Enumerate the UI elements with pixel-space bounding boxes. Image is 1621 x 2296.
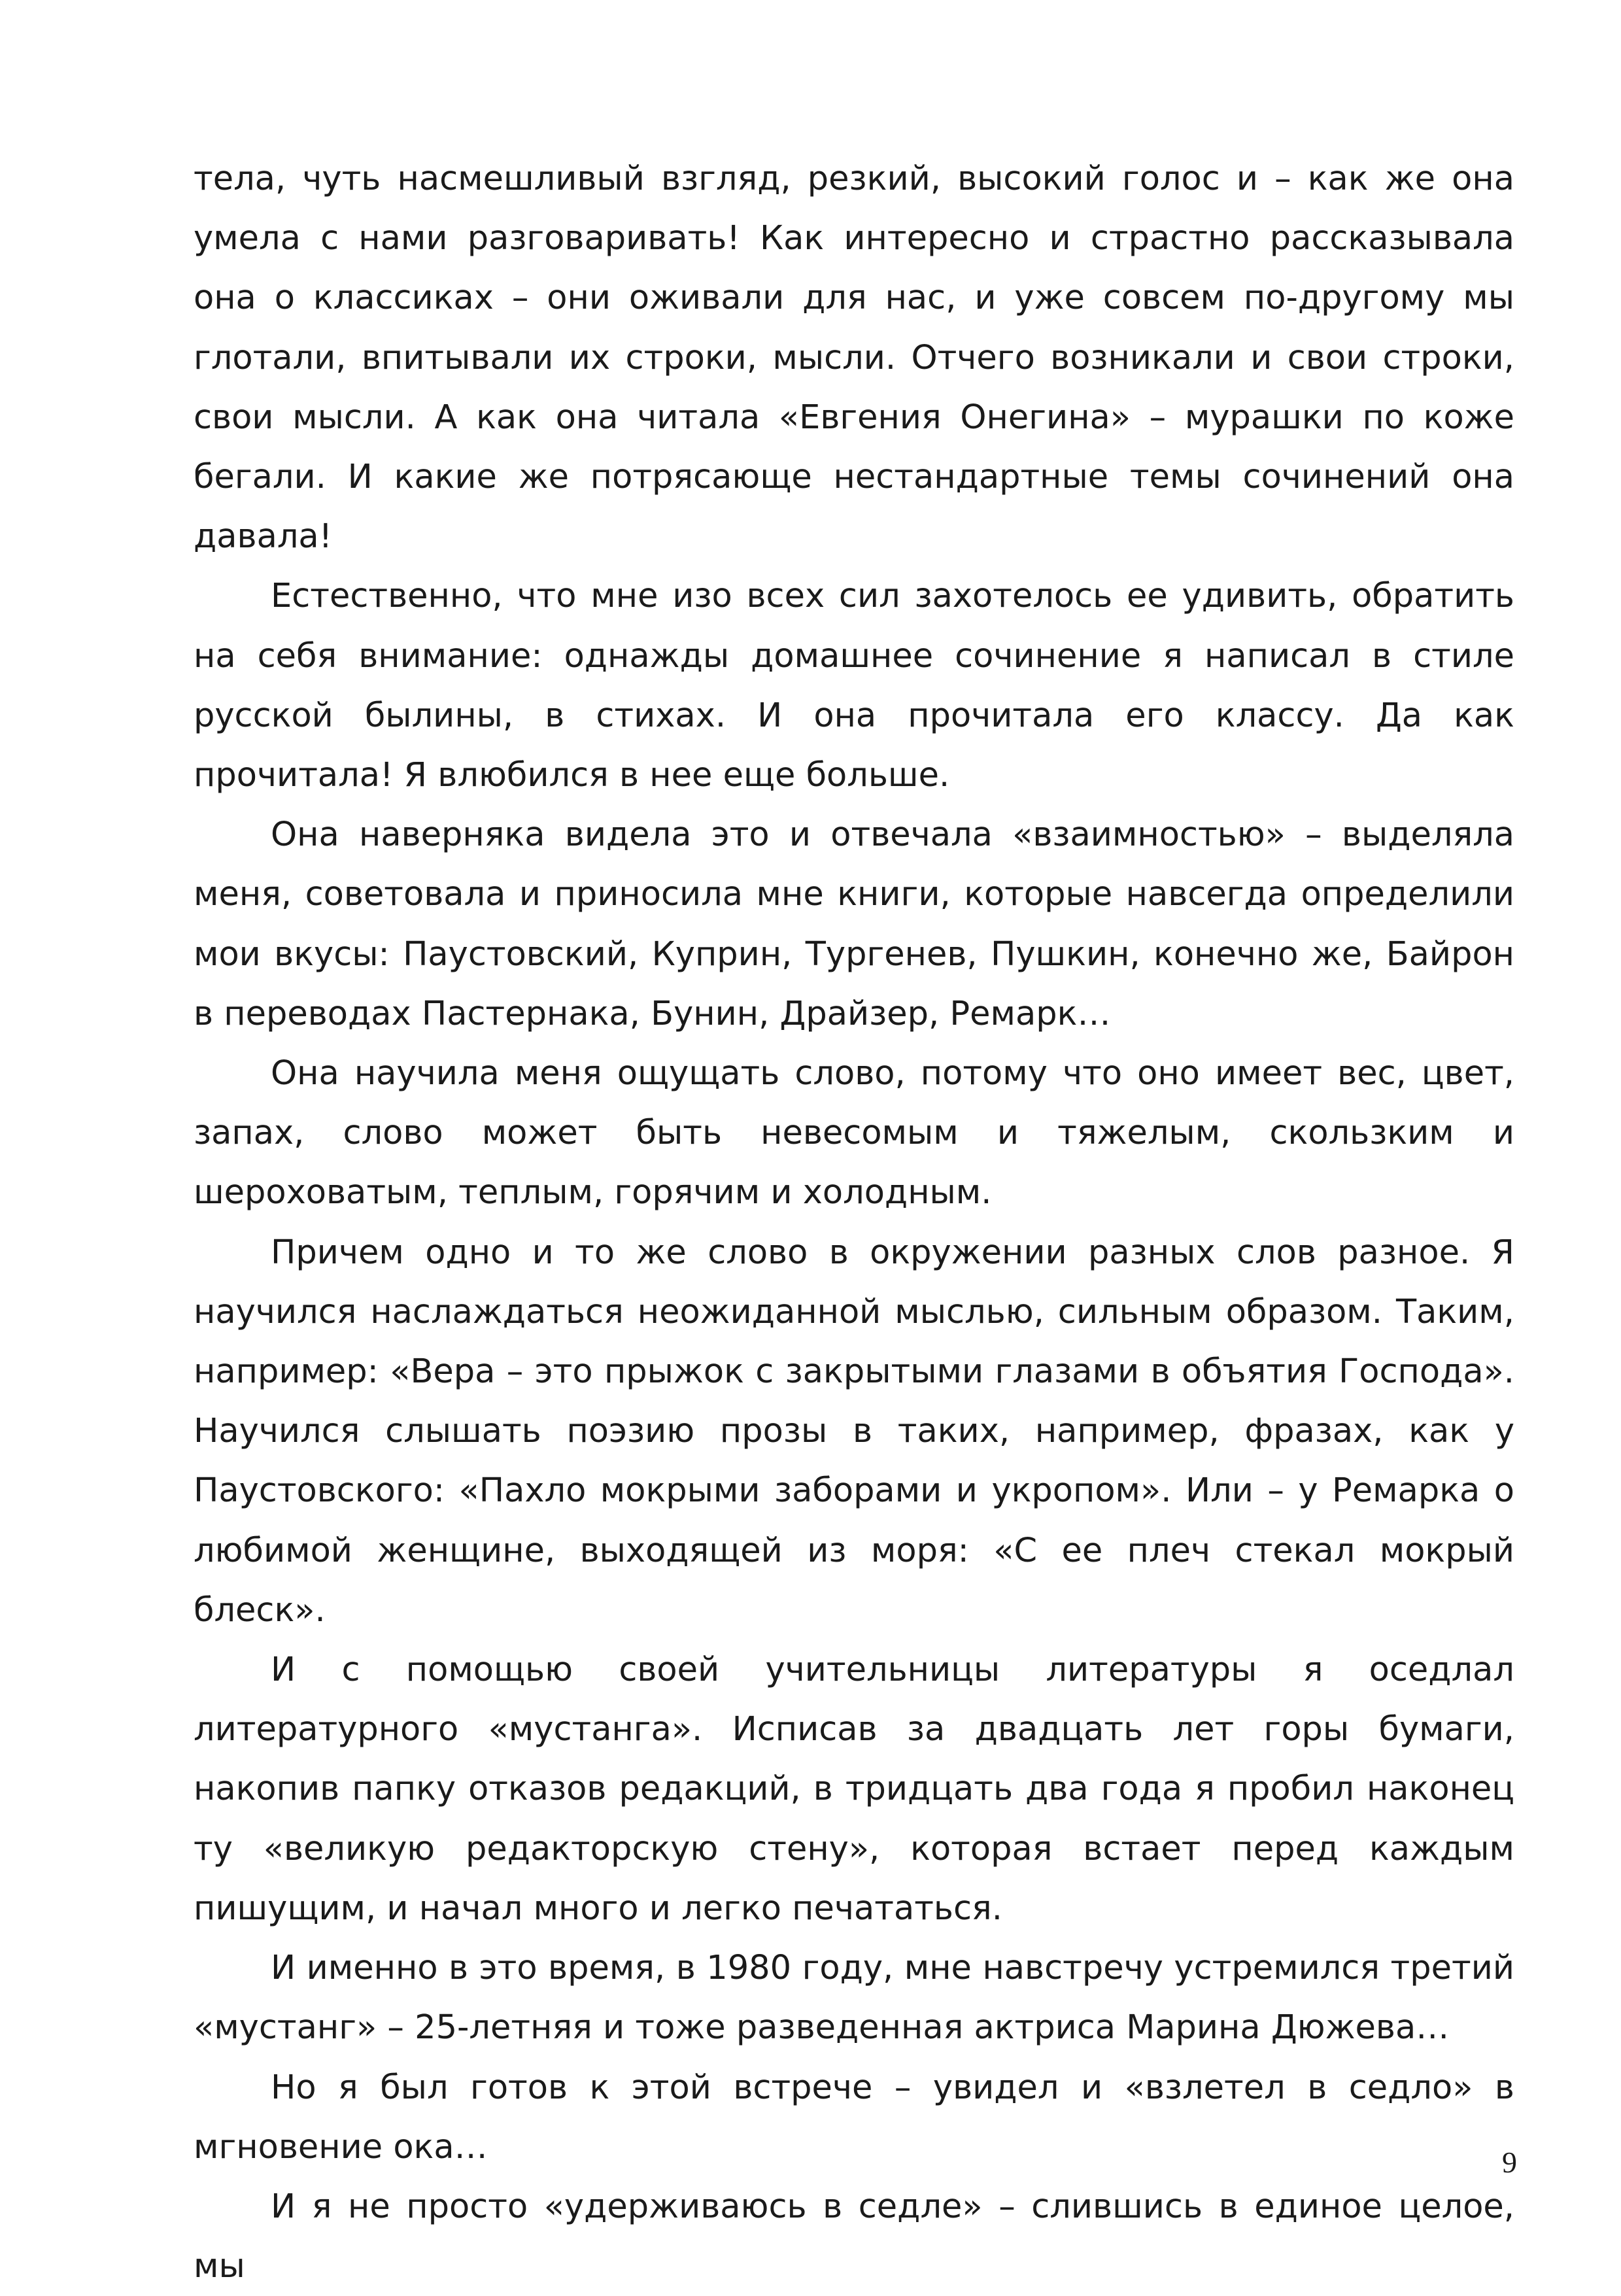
paragraph: Она научила меня ощущать слово, потому что оно имеет вес, цвет, запах, слово может быть невесомым и тяжелым, скользким и шероховатым, теплым, горячим и холодным. <box>194 1054 1514 1212</box>
paragraph: Но я был готов к этой встрече – увидел и «взлетел в седло» в мгновение ока… <box>194 2068 1514 2167</box>
page-number: 9 <box>1502 2146 1517 2179</box>
paragraph: Естественно, что мне изо всех сил захотелось ее удивить, обратить на себя внимание: однажды домашнее сочинение я написал в стиле русской былины, в стихах. И она прочитала его классу. Да как прочитала! Я влюбился в нее еще больше. <box>194 577 1514 795</box>
paragraph: И именно в это время, в 1980 году, мне навстречу устремился третий «мустанг» – 25-летняя и тоже разведенная актриса Марина Дюжева… <box>194 1949 1514 2048</box>
body-text <box>194 149 1514 2296</box>
paragraph: Причем одно и то же слово в окружении разных слов разное. Я научился наслаждаться неожиданной мыслью, сильным образом. Таким, например: «Вера – это прыжок с закрытыми глазами в объятия Господа». Научился слышать поэзию прозы в таких, например, фразах, как у Паустовского: «Пахло мокрыми заборами и укропом». Или – у Ремарка о любимой женщине, выходящей из моря: «С ее плеч стекал мокрый блеск». <box>194 1233 1514 1630</box>
paragraph: Она наверняка видела это и отвечала «взаимностью» – выделяла меня, советовала и приносила мне книги, которые навсегда определили мои вкусы: Паустовский, Куприн, Тургенев, Пушкин, конечно же, Байрон в переводах Пастернака, Бунин, Драйзер, Ремарк… <box>194 815 1514 1033</box>
paragraph: И я не просто «удерживаюсь в седле» – слившись в единое целое, мы <box>194 2187 1514 2286</box>
paragraph: тела, чуть насмешливый взгляд, резкий, высокий голос и – как же она умела с нами разговаривать! Как интересно и страстно рассказывала она о классиках – они оживали для нас, и уже совсем по-другому мы глотали, впитывали их строки, мысли. Отчего возникали и свои строки, свои мысли. А как она читала «Евгения Онегина» – мурашки по коже бегали. И какие же потрясающе нестандартные темы сочинений она давала! <box>194 160 1514 557</box>
paragraph: И с помощью своей учительницы литературы я оседлал литературного «мустанга». Исписав за двадцать лет горы бумаги, накопив папку отказов редакций, в тридцать два года я пробил наконец ту «великую редакторскую стену», которая встает перед каждым пишущим, и начал много и легко печататься. <box>194 1651 1514 1928</box>
